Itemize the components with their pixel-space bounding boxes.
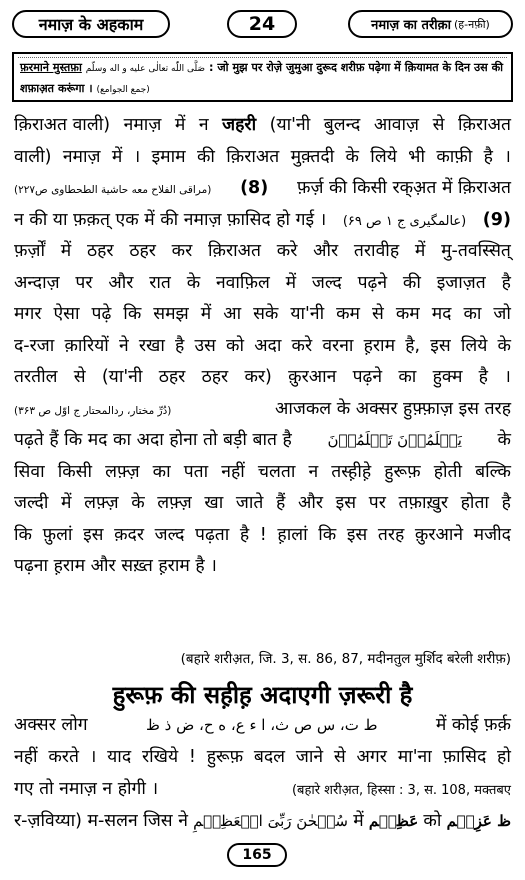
arabic-letters: ط ت، س ص ث، ا ء ع، ه ح، ض ذ ظ: [145, 716, 378, 734]
book-title-left: [12, 10, 170, 38]
line-text: र-ज़विय्या) म-सलन जिस ने: [14, 811, 188, 831]
line-text: अक्सर लोग: [14, 715, 88, 735]
word: फ़र्ज़ों: [14, 241, 46, 261]
word: जो: [493, 304, 511, 324]
word: ।: [504, 146, 511, 167]
word: तरावीह: [353, 241, 400, 261]
quote-line-1: [20, 58, 505, 79]
quote-text-2: शफ़ाअ़त करूंगा ।: [20, 82, 93, 95]
word: है: [501, 493, 511, 513]
word: !: [259, 524, 267, 545]
word: क़िराअत: [226, 146, 280, 167]
word: के: [497, 430, 511, 450]
text-line: [14, 364, 511, 396]
word: ह़राम: [363, 335, 396, 356]
word: क़िराअत वाली): [14, 115, 111, 135]
word: सिवा: [14, 461, 45, 482]
text-line: [14, 207, 511, 239]
arabic-word: عَظِیۡم: [368, 812, 419, 830]
word: मुक़्तदी: [290, 146, 335, 167]
reference-arabic: (عالمگیری ج ۱ ص ۶۹): [342, 213, 467, 229]
word: (या'नी: [269, 115, 311, 135]
word: करे: [276, 241, 298, 261]
word: द-रजा: [14, 335, 55, 356]
text-line: [14, 744, 511, 776]
word: चलता: [257, 461, 296, 482]
line-text: न की या फ़क़त् एक में की नमाज़ फ़ासिद हो गई ।: [14, 209, 327, 230]
line-text: फ़र्ज़ की किसी रक्अ़त में क़िराअत: [296, 178, 511, 198]
word: है: [478, 367, 488, 387]
hadith-quote-box: [12, 52, 513, 102]
word: के: [186, 272, 201, 293]
text-line: [14, 144, 511, 176]
word: मजीद: [473, 524, 511, 545]
word: पर: [368, 493, 386, 513]
word: हुरूफ़: [206, 747, 244, 767]
word: क़िराअत: [457, 115, 511, 135]
word: बल्कि: [475, 461, 511, 482]
word: में: [174, 115, 186, 135]
word: हुरूफ़: [384, 461, 421, 482]
reference-arabic: (مراقی الفلاح معه حاشية الطحطاوى ص۲۲۷): [14, 184, 212, 196]
word: से: [73, 367, 86, 387]
word: और: [297, 493, 324, 513]
line-text: पढ़ते हैं कि मद का अदा होना तो बड़ी बात है: [14, 430, 292, 450]
word: इजाज़त: [436, 272, 486, 293]
word: करे: [291, 335, 313, 356]
page-header: [12, 10, 513, 40]
word: कम: [395, 304, 420, 324]
word-emphasis: जहरी: [222, 115, 257, 135]
word: पढ़ने: [357, 272, 388, 293]
word: तफ़ाख़ुर: [398, 493, 448, 513]
word: पढ़ने: [352, 367, 383, 387]
word: लिये: [460, 335, 488, 356]
word: इस: [346, 524, 368, 545]
chapter-title-text: नमाज़ का तरीक़ा: [371, 18, 452, 33]
word: वरना: [322, 335, 354, 356]
word: वाली): [14, 146, 52, 167]
word: में: [200, 304, 212, 324]
word: को: [423, 811, 442, 831]
word: तरह: [377, 524, 405, 545]
word: नहीं: [221, 461, 245, 482]
chapter-title-right: [348, 10, 513, 38]
word: फ़ासिद: [442, 747, 487, 767]
word: ठहर: [158, 367, 186, 387]
word: मगर: [14, 304, 42, 324]
word: समझ: [153, 304, 189, 324]
word: कम: [336, 304, 360, 324]
word: इस: [335, 493, 357, 513]
word: नवाफ़िल: [215, 272, 270, 293]
word: क़ारियों: [64, 335, 109, 356]
word: सके: [253, 304, 279, 324]
word: नहीं: [14, 747, 38, 767]
word: मद: [431, 304, 452, 324]
word: के: [131, 493, 145, 513]
word: से: [371, 304, 384, 324]
line-text: गए तो नमाज़ न होगी ।: [14, 779, 159, 799]
word: ।: [89, 747, 97, 767]
word: किसी: [57, 461, 93, 482]
word: मु-तवस्सित्: [441, 241, 511, 261]
arabic-word: عَزِیۡم: [446, 812, 492, 830]
word: में: [61, 493, 72, 513]
word: उस: [194, 335, 216, 356]
word: है: [501, 272, 511, 293]
word: तरतील: [14, 367, 58, 387]
word: नमाज़: [123, 115, 162, 135]
quranic-word: يَعۡلَمُوۡنَ تَعۡلَمُوۡنَ: [327, 431, 462, 449]
bottom-page-number: [227, 843, 287, 867]
top-page-number-text: 24: [248, 13, 276, 35]
text-line: [14, 301, 511, 333]
text-line: [14, 459, 511, 491]
quote-lead: फ़रमाने मुस्तफ़ा: [20, 61, 82, 74]
text-line: [14, 238, 511, 270]
word: जल्द: [311, 272, 342, 293]
word: लफ़्ज़: [157, 493, 192, 513]
word: कि: [318, 524, 337, 545]
quote-line-2: [20, 79, 505, 100]
item-number: (9): [482, 209, 511, 230]
word: नमाज़: [62, 146, 101, 167]
text-line: [14, 112, 511, 144]
chapter-note: (ह-नफ़ी): [454, 17, 490, 31]
word: पर: [75, 272, 93, 293]
word: ह़ालां: [277, 524, 308, 545]
quote-reference: (جمع الجوامع): [96, 85, 150, 95]
word: जाने: [295, 747, 324, 767]
word: याद: [107, 747, 132, 767]
arabic-letter: ظ: [497, 812, 511, 830]
word: ठहर: [129, 241, 156, 261]
word: ने: [118, 335, 129, 356]
word: में: [111, 146, 123, 167]
word: हो: [497, 747, 511, 767]
word: या'नी: [290, 304, 325, 324]
word: है: [483, 146, 493, 167]
item-number: (8): [240, 178, 269, 198]
word: बुलन्द: [323, 115, 361, 135]
word: इस: [430, 335, 451, 356]
word: लफ़्ज़: [84, 493, 119, 513]
text-line: [14, 490, 511, 522]
text-line: [14, 175, 511, 207]
word: के: [497, 335, 511, 356]
word: हैं: [276, 493, 286, 513]
word: में: [285, 272, 297, 293]
quote-salutation: صَلَّى اللّٰه تعالٰی علیه و اله وسلّم: [85, 64, 206, 74]
word: खा: [204, 493, 224, 513]
word: क़िराअत: [208, 241, 262, 261]
arabic-phrase: سُبۡحٰنَ رَبِّیَ الۡعَظِیۡمِ: [193, 812, 348, 830]
text-line: [14, 776, 511, 808]
word: क़ुरआन: [288, 367, 337, 387]
text-line: [14, 553, 511, 585]
word: है: [175, 335, 185, 356]
word: लिये: [370, 146, 397, 167]
word: पढ़ता: [195, 524, 230, 545]
word: अन्दाज़: [14, 272, 60, 293]
word: अगर: [356, 747, 387, 767]
word: हुक्म: [432, 367, 463, 387]
word: कि: [14, 524, 32, 545]
word: और: [108, 272, 134, 293]
word: तस्ह़ीह़े: [331, 461, 372, 482]
word: इमाम: [151, 146, 186, 167]
word: है,: [405, 335, 421, 356]
word: पता: [183, 461, 209, 482]
word: का: [398, 367, 417, 387]
word: की: [196, 146, 215, 167]
word: ऐसा: [53, 304, 80, 324]
word: होता: [460, 493, 489, 513]
word: (या'नी: [101, 367, 143, 387]
word: आवाज़: [373, 115, 420, 135]
line-text: आजकल के अक्सर हुफ़्फ़ाज़ इस तरह: [274, 398, 511, 419]
line-text: में कोई फ़र्क़: [435, 715, 511, 735]
word: न: [308, 461, 319, 482]
word: में: [353, 811, 364, 831]
word: !: [188, 747, 196, 767]
reference: (बहारे शरीअ़त, हिस्सा : 3, स. 108, मक्तबए: [291, 783, 511, 798]
word: का: [463, 304, 482, 324]
word: न: [198, 115, 209, 135]
word: अदा: [254, 335, 282, 356]
word: होती: [433, 461, 463, 482]
word: जल्द: [154, 524, 185, 545]
section-heading: हुरूफ़ की सह़ीह़ अदाएगी ज़रूरी है: [112, 681, 413, 709]
word: और: [313, 241, 339, 261]
quote-text-1: : जो मुझ पर रोज़े जुमुआ दुरूद शरीफ़ पढ़ेगा में क़ियामत के दिन उस की: [209, 61, 504, 74]
word: जाते: [235, 493, 264, 513]
text-line: [14, 712, 511, 744]
word: कर): [244, 367, 272, 387]
reference-arabic: (دُرِّ مختار، ردالمحتار ج اوّل ص ۳۶۳): [14, 404, 172, 417]
word: आ: [223, 304, 242, 324]
word: भी: [408, 146, 426, 167]
bottom-page-number-text: 165: [242, 847, 272, 863]
word: क़ुरआने: [414, 524, 464, 545]
body-text: [14, 112, 511, 585]
word: है: [239, 524, 250, 545]
word: में: [414, 241, 426, 261]
word: रखिये: [141, 747, 179, 767]
text-line: [14, 808, 511, 840]
word: ।: [504, 367, 511, 387]
word: कि: [123, 304, 142, 324]
text-line: [14, 396, 511, 428]
word: का: [152, 461, 171, 482]
word: रखा: [138, 335, 165, 356]
word: ।: [133, 146, 141, 167]
word: लफ़्ज़: [105, 461, 140, 482]
word: से: [333, 747, 346, 767]
word: ठहर: [201, 367, 229, 387]
word: कर: [171, 241, 193, 261]
word: में: [60, 241, 72, 261]
top-page-number: [227, 10, 297, 38]
word: मा'ना: [397, 747, 432, 767]
word: के: [345, 146, 359, 167]
word: काफ़ी: [436, 146, 473, 167]
line-text: पढ़ना ह़राम और सख़्त ह़राम है ।: [14, 556, 217, 576]
word: बदल: [253, 747, 286, 767]
word: इस: [83, 524, 104, 545]
text-line: [14, 427, 511, 459]
text-line: [14, 333, 511, 365]
word: करते: [48, 747, 79, 767]
text-line: [14, 522, 511, 554]
word: जल्दी: [14, 493, 49, 513]
word: पढ़े: [91, 304, 112, 324]
book-title-text: नमाज़ के अहकाम: [38, 15, 144, 34]
word: से: [432, 115, 445, 135]
word: ठहर: [86, 241, 114, 261]
word: फ़ुलां: [42, 524, 73, 545]
word: को: [226, 335, 245, 356]
word: की: [402, 272, 421, 293]
word: क़दर: [114, 524, 144, 545]
text-line: [14, 270, 511, 302]
word: रात: [149, 272, 171, 293]
source-citation: (बहारे शरीअ़त, जि. 3, स. 86, 87, मदीनतुल मुर्शिद बरेली शरीफ़): [180, 651, 511, 667]
section-body: [14, 712, 511, 840]
